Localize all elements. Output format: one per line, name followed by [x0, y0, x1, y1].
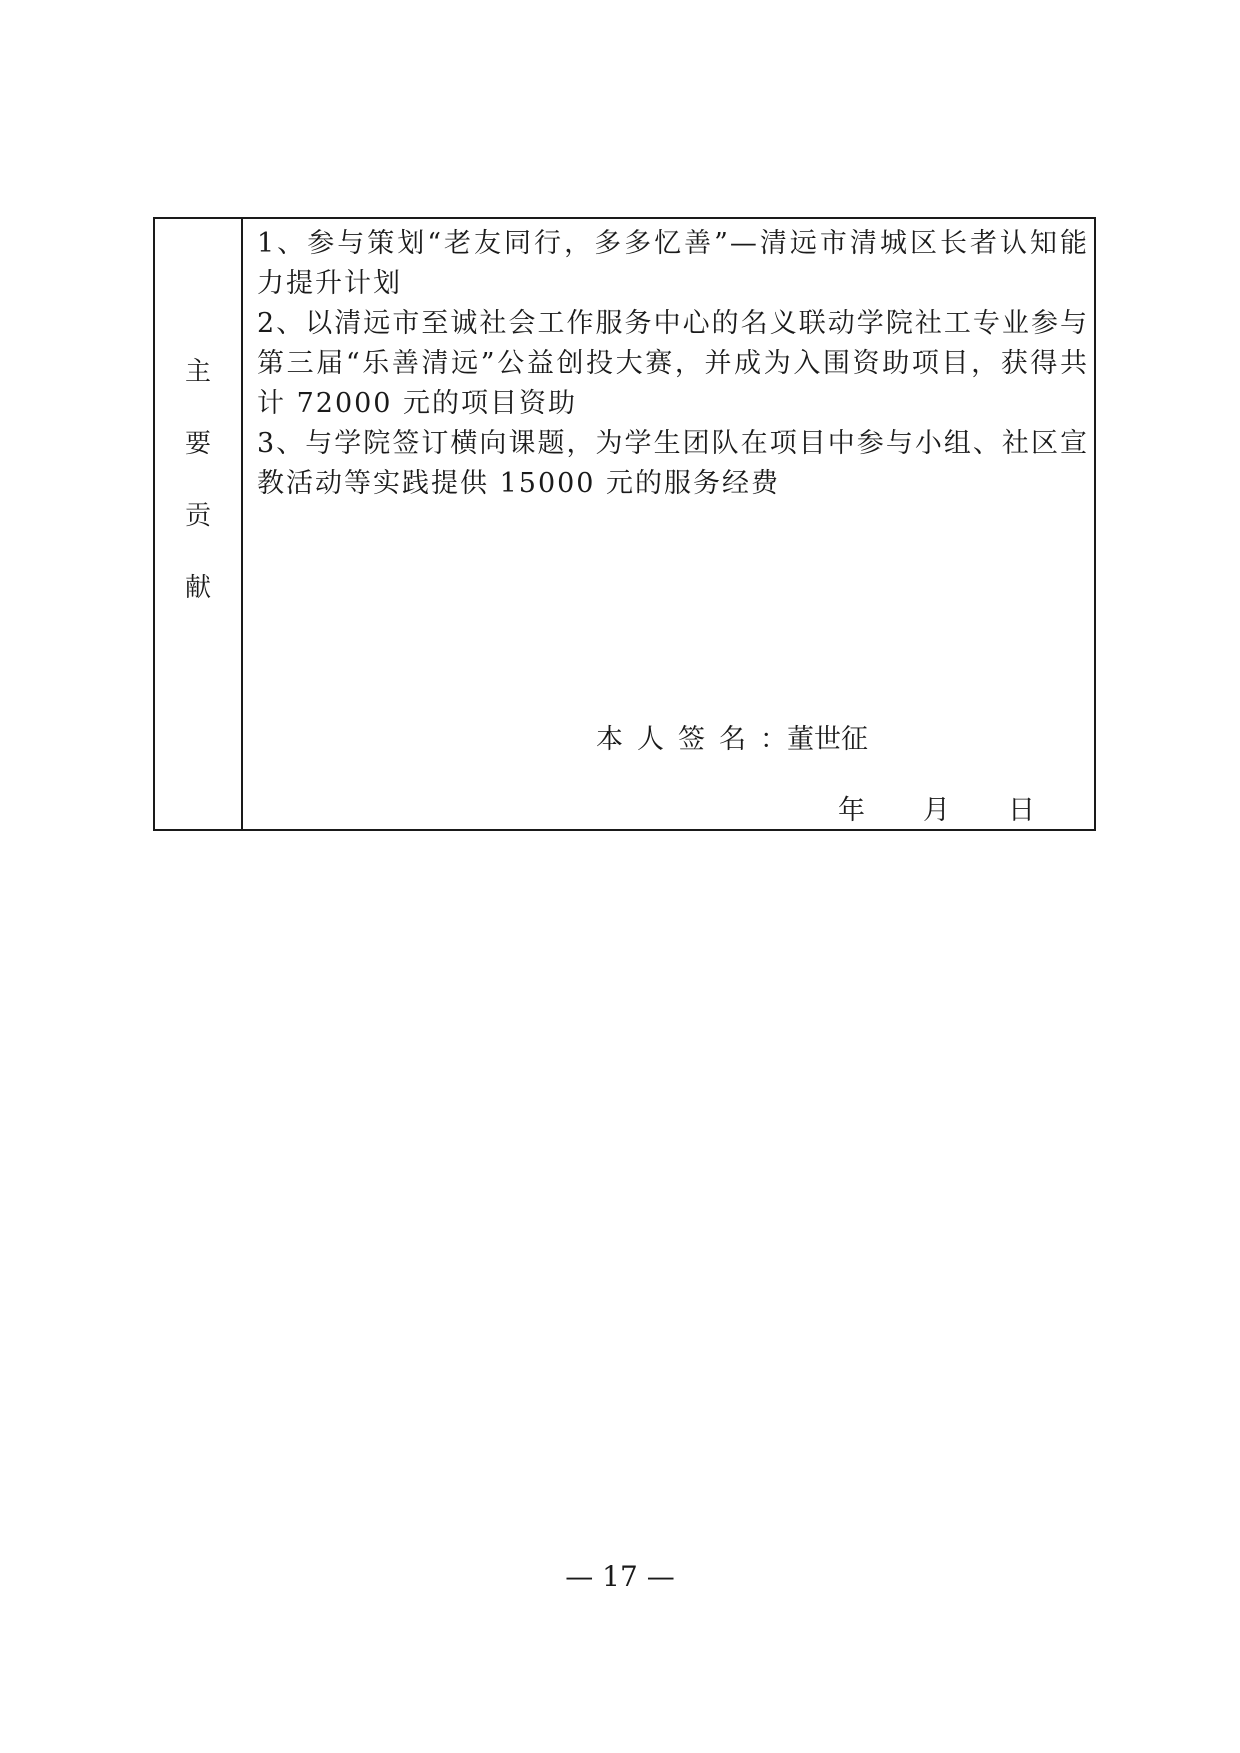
date-day-label: 日 — [1008, 795, 1035, 826]
page-number: — 17 — — [565, 1560, 675, 1593]
contribution-content-cell — [243, 219, 1094, 829]
row-label-char: 献 — [184, 573, 211, 603]
row-label-char: 贡 — [184, 501, 211, 531]
contribution-item: 2、以清远市至诚社会工作服务中心的名义联动学院社工专业参与第三届“乐善清远”公益创投大赛，并成为入围资助项目，获得共计 72000 元的项目资助 — [257, 308, 1089, 419]
contribution-table — [153, 217, 1096, 831]
contribution-list — [257, 224, 1089, 504]
signature-name: 董世征 — [787, 724, 868, 755]
row-label-char: 要 — [184, 429, 211, 459]
contribution-item: 3、与学院签订横向课题，为学生团队在项目中参与小组、社区宣教活动等实践提供 15000 元的服务经费 — [257, 428, 1089, 499]
row-label-char: 主 — [184, 357, 211, 387]
signature-label: 本人签名 — [596, 724, 760, 755]
date-month-label: 月 — [923, 795, 950, 826]
signature-colon: ： — [760, 724, 787, 755]
contribution-item: 1、参与策划“老友同行，多多忆善”—清远市清城区长者认知能力提升计划 — [257, 228, 1089, 299]
date-year-label: 年 — [838, 795, 865, 826]
date-line — [838, 794, 1035, 828]
signature-line — [596, 723, 868, 757]
row-label-cell — [155, 219, 243, 829]
